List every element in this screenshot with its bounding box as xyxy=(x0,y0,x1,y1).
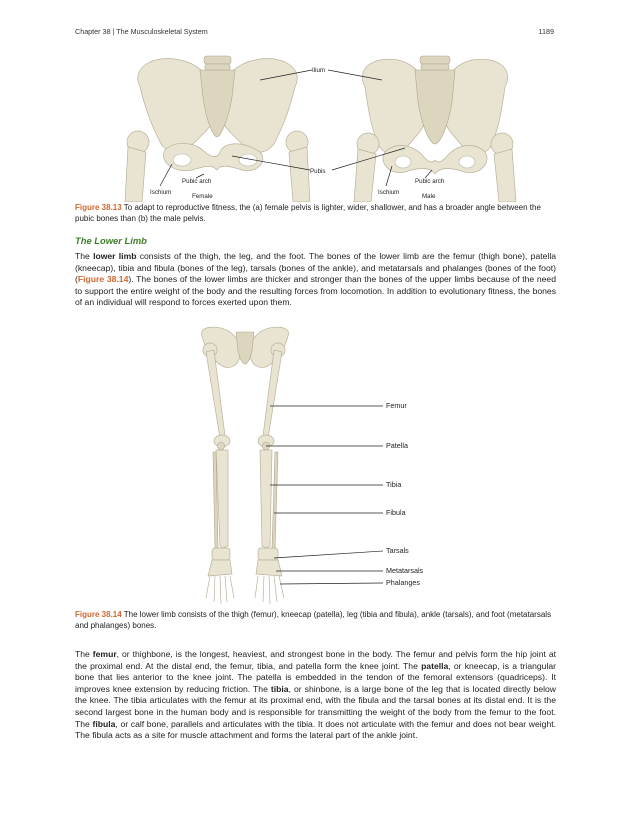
para2-text-5: , or calf bone, parallels and articulates with the tibia. It does not articulate with the femur and does not bear weight. The fibula acts as a site for muscle attachment and forms the lateral part of the ankle joint. xyxy=(75,718,556,741)
label-patella: Patella xyxy=(386,441,408,450)
figure-38-14-caption-text: The lower limb consists of the thigh (femur), kneecap (patella), leg (tibia and fibula), ankle (tarsals), and foot (metatarsals and phalanges) bones. xyxy=(75,610,552,630)
para2-text-3: , or kneecap, is a triangular bone that lies anterior to the knee joint. The patella is embedded in the tendon of the femoral extensors (quadriceps). It improves knee extension by reducing friction. The xyxy=(75,660,556,694)
section-heading-lower-limb: The Lower Limb xyxy=(75,235,147,246)
figure-38-14-number: Figure 38.14 xyxy=(75,610,122,619)
running-header-chapter: Chapter 38 | The Musculoskeletal System xyxy=(75,27,208,36)
label-femur: Femur xyxy=(386,401,407,410)
label-phalanges: Phalanges xyxy=(386,578,420,587)
label-fibula: Fibula xyxy=(386,508,406,517)
label-tibia: Tibia xyxy=(386,480,402,489)
term-tibia: tibia xyxy=(270,683,289,694)
paragraph-lower-limb-intro xyxy=(75,251,556,309)
label-ischium-female: Ischium xyxy=(150,189,172,196)
lower-limb-skeleton xyxy=(201,327,288,604)
label-pubic-arch-male: Pubic arch xyxy=(415,178,445,185)
label-tarsals: Tarsals xyxy=(386,546,409,555)
figure-38-13-number: Figure 38.13 xyxy=(75,203,122,212)
para1-text-2: consists of the thigh, the leg, and the foot. The bones of the lower limb are the femur (thigh bone), patella (kneecap), tibia and fibula (bones of the leg), tarsals (bones of the ankle), and metatarsals and phalanges (bones of the foot) ( xyxy=(75,251,557,285)
label-female: Female xyxy=(192,193,213,200)
term-femur: femur xyxy=(92,649,117,659)
female-pelvis xyxy=(125,56,310,202)
figure-38-13-illustration xyxy=(120,52,520,202)
figure-38-14-illustration xyxy=(190,326,440,606)
figure-38-14-reference-link[interactable]: Figure 38.14 xyxy=(77,274,129,285)
label-ischium-male: Ischium xyxy=(378,189,400,196)
label-pubic-arch-female: Pubic arch xyxy=(182,178,212,185)
term-patella: patella xyxy=(421,660,449,671)
para1-text-1: The xyxy=(75,251,94,261)
term-lower-limb: lower limb xyxy=(93,251,137,261)
para2-text-1: The xyxy=(75,649,93,659)
figure-38-13-caption xyxy=(75,203,555,224)
label-ilium: Ilium xyxy=(312,67,326,74)
term-fibula: fibula xyxy=(92,718,116,729)
label-pubis: Pubis xyxy=(310,168,326,175)
para2-text-2: , or thighbone, is the longest, heaviest, and strongest bone in the body. The femur and pelvis form the hip joint at the proximal end. At the distal end, the femur, tibia, and patella form the knee joint. The xyxy=(75,649,556,671)
paragraph-leg-bones xyxy=(75,649,556,742)
label-male: Male xyxy=(422,193,436,200)
page-number: 1189 xyxy=(538,27,554,36)
para1-text-3: ). The bones of the lower limbs are thicker and stronger than the bones of the upper limbs because of the need to support the entire weight of the body and the resulting forces from locomotion. In addition to evolutionary fitness, the bones of an individual will respond to forces exerted upon them. xyxy=(75,274,556,308)
label-metatarsals: Metatarsals xyxy=(386,566,424,575)
para2-text-4: , or shinbone, is a large bone of the leg that is located directly below the knee. The tibia articulates with the femur at its proximal end, with the fibula and the tarsal bones at its distal end. It is the second largest bone in the human body and is responsible for transmitting the weight of the body from the femur to the foot. The xyxy=(75,683,556,729)
figure-38-13-caption-text: To adapt to reproductive fitness, the (a) female pelvis is lighter, wider, shallower, and has a broader angle between the pubic bones than (b) the male pelvis. xyxy=(75,203,541,223)
figure-38-14-caption xyxy=(75,610,556,631)
